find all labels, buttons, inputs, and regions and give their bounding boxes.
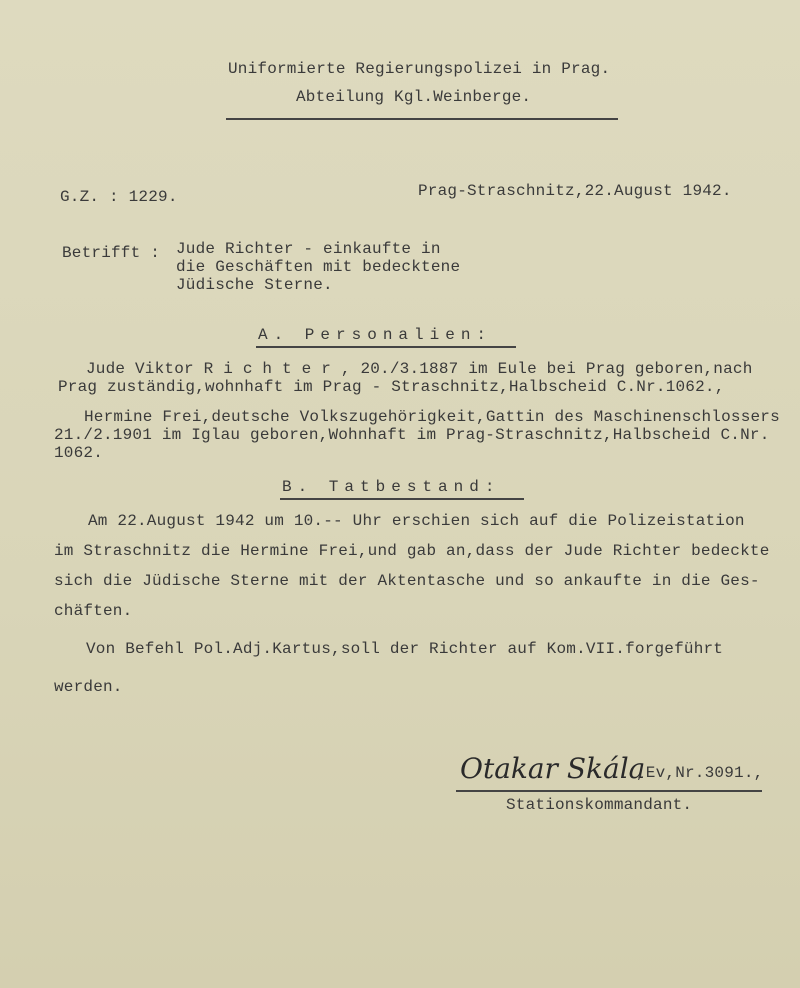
- section-b-heading: B. Tatbestand:: [282, 478, 501, 496]
- header-line-2: Abteilung Kgl.Weinberge.: [296, 88, 532, 106]
- subject-line-2: die Geschäften mit bedecktene: [176, 258, 461, 276]
- section-a-heading: A. Personalien:: [258, 326, 493, 344]
- header-underline: [226, 118, 618, 120]
- persons-para-2-line-2: 21./2.1901 im Iglau geboren,Wohnhaft im Prag-Straschnitz,Halbscheid C.Nr.: [54, 426, 770, 444]
- subject-line-1: Jude Richter - einkaufte in: [176, 240, 441, 258]
- subject-line-3: Jüdische Sterne.: [176, 276, 333, 294]
- signature-line: [456, 790, 762, 792]
- facts-para-1-line-4: chäften.: [54, 602, 133, 620]
- evidence-number: ,Ev,Nr.3091.,: [636, 764, 764, 782]
- facts-para-2-line-2: werden.: [54, 678, 123, 696]
- persons-para-2-line-3: 1062.: [54, 444, 104, 462]
- facts-para-1-line-3: sich die Jüdische Sterne mit der Aktentasche und so ankaufte in die Ges-: [54, 572, 760, 590]
- place-and-date: Prag-Straschnitz,22.August 1942.: [418, 182, 732, 200]
- persons-para-2-line-1: Hermine Frei,deutsche Volkszugehörigkeit,Gattin des Maschinenschlossers: [84, 408, 780, 426]
- section-b-underline: [280, 498, 524, 500]
- reference-number: G.Z. : 1229.: [60, 188, 178, 206]
- facts-para-1-line-2: im Straschnitz die Hermine Frei,und gab an,dass der Jude Richter bedeckte: [54, 542, 770, 560]
- section-a-underline: [256, 346, 516, 348]
- persons-para-1-line-1: Jude Viktor R i c h t e r , 20./3.1887 im Eule bei Prag geboren,nach: [86, 360, 753, 378]
- signatory-title: Stationskommandant.: [506, 796, 693, 814]
- facts-para-2-line-1: Von Befehl Pol.Adj.Kartus,soll der Richter auf Kom.VII.forgeführt: [86, 640, 724, 658]
- subject-label: Betrifft :: [62, 244, 161, 262]
- persons-para-1-line-2: Prag zuständig,wohnhaft im Prag - Straschnitz,Halbscheid C.Nr.1062.,: [58, 378, 725, 396]
- header-line-1: Uniformierte Regierungspolizei in Prag.: [228, 60, 611, 78]
- handwritten-signature: Otakar Skála: [460, 752, 646, 785]
- facts-para-1-line-1: Am 22.August 1942 um 10.-- Uhr erschien sich auf die Polizeistation: [88, 512, 745, 530]
